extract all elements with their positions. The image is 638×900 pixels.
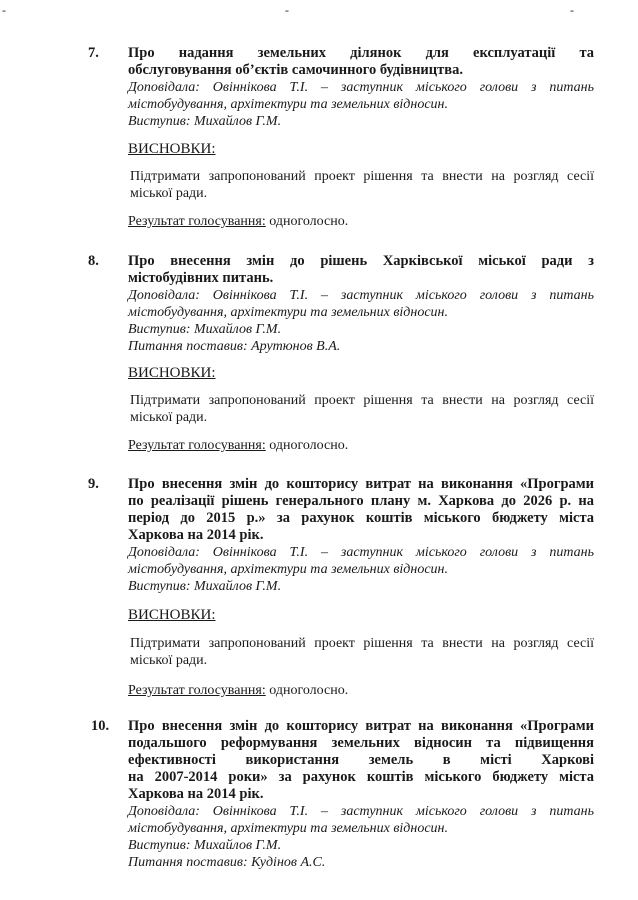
reporter: Доповідала: Овіннікова Т.І. – заступник міського голови з питань містобудування, архітектури та земельних відносин. (128, 804, 594, 836)
conclusion-text: Підтримати запропонований проект рішення та внести на розгляд сесії міської ради. (130, 169, 594, 201)
margin-mark-left: - (2, 3, 6, 17)
speaker: Виступив: Михайлов Г.М. (128, 838, 282, 853)
item-title: Про внесення змін до кошторису витрат на виконання «Програми подальшого реформування земельних відносин та підвищення ефективності використання земель в місті Харкові на 2007-2014 роки» за рахунок коштів міського бюджету міста Харкова на 2014 рік. (128, 718, 594, 802)
speaker: Виступив: Михайлов Г.М. (128, 579, 282, 594)
reporter: Доповідала: Овіннікова Т.І. – заступник міського голови з питань містобудування, архітектури та земельних відносин. (128, 545, 594, 577)
conclusion-text: Підтримати запропонований проект рішення та внести на розгляд сесії міської ради. (130, 636, 594, 668)
item-number: 8. (88, 253, 99, 269)
speaker: Виступив: Михайлов Г.М. (128, 322, 282, 337)
vote-result: Результат голосування: одноголосно. (128, 683, 349, 698)
question-by: Питання поставив: Арутюнов В.А. (128, 339, 341, 354)
vote-result: Результат голосування: одноголосно. (128, 438, 349, 453)
margin-mark-right: - (570, 3, 574, 17)
item-number: 10. (91, 718, 110, 734)
margin-mark-center: - (285, 3, 289, 17)
conclusions-heading: ВИСНОВКИ: (128, 607, 216, 623)
reporter: Доповідала: Овіннікова Т.І. – заступник міського голови з питань містобудування, архітектури та земельних відносин. (128, 80, 594, 112)
conclusions-heading: ВИСНОВКИ: (128, 365, 216, 381)
conclusion-text: Підтримати запропонований проект рішення та внести на розгляд сесії міської ради. (130, 393, 594, 425)
reporter: Доповідала: Овіннікова Т.І. – заступник міського голови з питань містобудування, архітектури та земельних відносин. (128, 288, 594, 320)
vote-result: Результат голосування: одноголосно. (128, 214, 349, 229)
question-by: Питання поставив: Кудінов А.С. (128, 855, 326, 870)
item-title: Про внесення змін до рішень Харківської міської ради з містобудівних питань. (128, 253, 594, 286)
speaker: Виступив: Михайлов Г.М. (128, 114, 282, 129)
conclusions-heading: ВИСНОВКИ: (128, 141, 216, 157)
item-title: Про внесення змін до кошторису витрат на виконання «Програми по реалізації рішень генерального плану м. Харкова до 2026 р. на період до 2015 р.» за рахунок коштів міського бюджету міста Харкова на 2014 рік. (128, 476, 594, 543)
item-number: 7. (88, 45, 99, 61)
item-number: 9. (88, 476, 99, 492)
item-title: Про надання земельних ділянок для експлуатації та обслуговування об’єктів самочинного будівництва. (128, 45, 594, 78)
